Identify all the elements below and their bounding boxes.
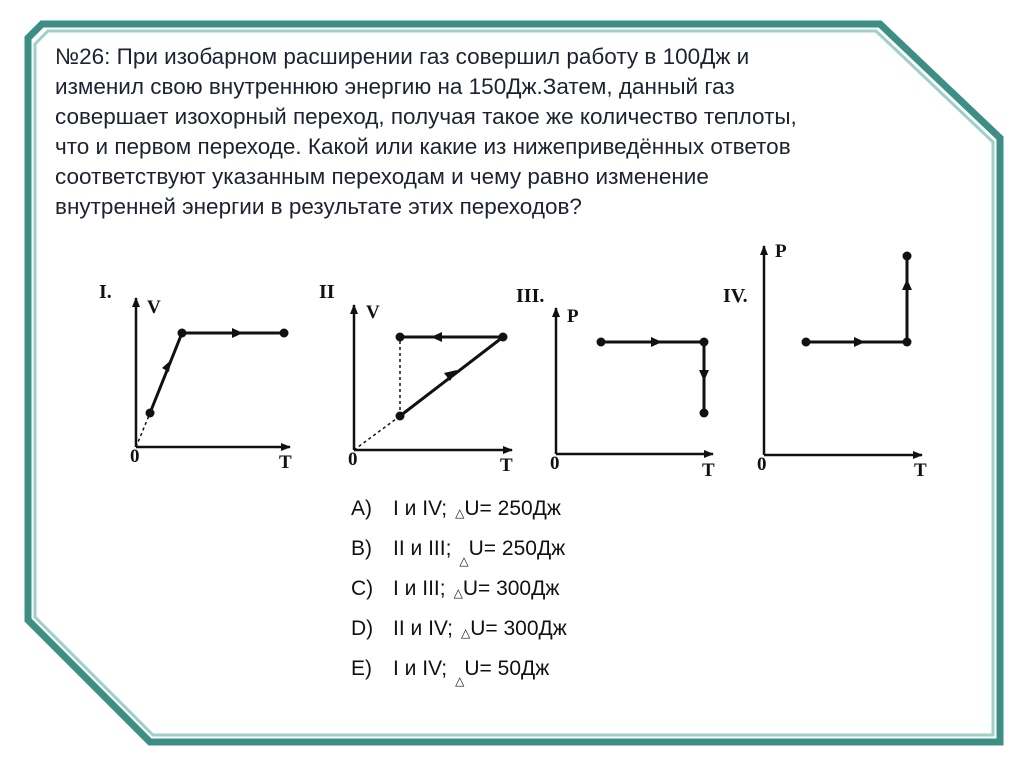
graph-3-x-label: T [702, 460, 715, 481]
answer-options [351, 494, 567, 694]
problem-line: изменил свою внутреннюю энергию на 150Дж.Затем, данный газ [55, 74, 735, 99]
answer-value: U= 250Дж [468, 537, 566, 560]
graph-3-arrow-right [651, 337, 662, 347]
graph-1-point-mid [178, 329, 187, 338]
problem-line: что и первом переходе. Какой или какие из нижеприведённых ответов [55, 134, 791, 159]
answer-value: U= 300Дж [470, 617, 567, 640]
graph-1-x-label: T [279, 452, 292, 473]
graph-2-point-end [396, 333, 405, 342]
graph-2 [319, 281, 513, 476]
delta-symbol: △ [455, 506, 465, 520]
graph-3-y-label: P [567, 306, 579, 327]
graph-3-label: III. [516, 285, 545, 307]
graph-1-process [150, 333, 284, 413]
problem-line: внутренней энергии в результате этих переходов? [55, 194, 582, 219]
delta-symbol: △ [460, 626, 471, 640]
problem-line: №26: При изобарном расширении газ совершил работу в 100Дж и [55, 44, 750, 69]
graph-4-point-mid [903, 338, 912, 347]
answer-letter: C) [351, 577, 374, 600]
graph-4-x-label: T [914, 460, 927, 481]
graph-3-arrow-down [699, 370, 709, 381]
graph-4 [723, 241, 927, 481]
graph-4-arrow-right [854, 337, 865, 347]
graph-1-dashed-line [136, 413, 150, 447]
graph-2-point-start [396, 412, 405, 421]
answer-letter: B) [351, 537, 372, 560]
graph-1-label: I. [99, 281, 112, 303]
graph-4-point-end [903, 252, 912, 261]
answer-value: U= 300Дж [462, 577, 560, 600]
answer-option-d [351, 614, 567, 654]
problem-line: совершает изохорный переход, получая такое же количество теплоты, [55, 104, 797, 129]
graph-4-origin: 0 [757, 454, 767, 475]
graph-3-point-start [597, 338, 606, 347]
problem-line: соответствуют указанным переходам и чему равно изменение [55, 164, 709, 189]
graph-2-x-label: T [500, 455, 513, 476]
answer-option-a [351, 494, 567, 534]
answer-letter: D) [351, 617, 374, 640]
graph-2-origin: 0 [348, 449, 358, 470]
graph-3-origin: 0 [550, 453, 560, 474]
graph-2-dashed-origin [354, 416, 400, 450]
graph-2-label: II [319, 281, 335, 303]
answer-graphs: I и IV; [393, 657, 448, 680]
graph-1-y-label: V [147, 297, 161, 318]
graph-1-arrow-right [232, 328, 243, 338]
graph-1-arrow-up [162, 360, 171, 372]
graph-4-process [806, 256, 907, 342]
answer-graphs: I и IV; [393, 497, 448, 520]
graph-1-point-end [280, 329, 289, 338]
answer-option-b [351, 534, 567, 574]
graph-4-y-label: P [775, 241, 787, 262]
delta-symbol: △ [459, 554, 469, 568]
graph-2-point-right [499, 333, 508, 342]
graph-3-point-end [700, 409, 709, 418]
answer-letter: E) [351, 657, 372, 680]
graph-3 [516, 285, 715, 481]
graph-1-origin: 0 [130, 446, 140, 467]
answer-value: U= 50Дж [464, 657, 550, 680]
graph-4-arrow-up [902, 279, 912, 290]
delta-symbol: △ [455, 674, 465, 688]
graph-1 [99, 281, 292, 473]
answer-letter: A) [351, 497, 372, 520]
answer-option-e [351, 654, 567, 694]
graph-4-point-start [802, 338, 811, 347]
graph-3-process [601, 342, 704, 413]
graph-3-point-mid [700, 338, 709, 347]
graph-1-point-start [146, 409, 155, 418]
graph-2-arrow-left [431, 332, 442, 342]
graph-4-label: IV. [723, 285, 748, 307]
answer-value: U= 250Дж [464, 497, 561, 520]
answer-graphs: I и III; [393, 577, 446, 600]
graph-2-y-label: V [366, 302, 380, 323]
answer-option-c [351, 574, 567, 614]
answer-graphs: II и IV; [393, 617, 453, 640]
delta-symbol: △ [453, 586, 463, 600]
answer-graphs: II и III; [393, 537, 452, 560]
problem-text [55, 42, 935, 222]
